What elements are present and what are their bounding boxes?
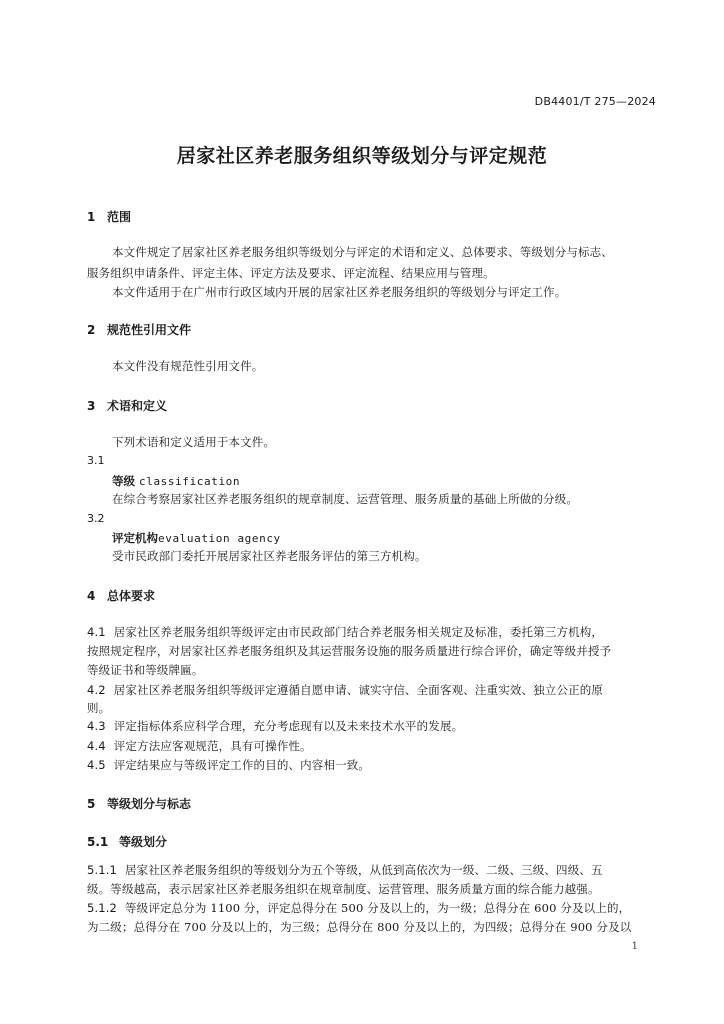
term-definition: 在综合考察居家社区养老服务组织的规章制度、运营管理、服务质量的基础上所做的分级。 [112, 492, 578, 506]
section-title: 术语和定义 [107, 399, 168, 413]
term-chinese: 等级 [112, 474, 135, 488]
clause-line: 按照规定程序，对居家社区养老服务组织及其运营服务设施的服务质量进行综合评价，确定等级并授予 [87, 644, 612, 658]
clause-line: 为二级；总得分在 700 分及以上的，为三级；总得分在 800 分及以上的，为四级；总得分在 900 分及以 [87, 920, 632, 934]
clause-line: 则。 [87, 701, 111, 715]
clause-number: 5.1.1 [87, 863, 118, 877]
term-english: classification [139, 475, 241, 488]
document-title: 居家社区养老服务组织等级划分与评定规范 [176, 145, 548, 167]
clause-text: 居家社区养老服务组织等级评定由市民政部门结合养老服务相关规定及标准，委托第三方机构， [113, 625, 604, 639]
clause-line [87, 624, 603, 640]
clause-line [87, 738, 312, 754]
paragraph-line: 服务组织申请条件、评定主体、评定方法及要求、评定流程、结果应用与管理。 [87, 266, 495, 280]
paragraph-line: 本文件规定了居家社区养老服务组织等级划分与评定的术语和定义、总体要求、等级划分与标志、 [112, 245, 613, 259]
term-entry [112, 530, 281, 546]
section-title: 总体要求 [107, 589, 156, 603]
term-english: evaluation agency [158, 532, 281, 545]
term-number: 3.1 [87, 454, 105, 467]
section-1-heading [87, 208, 131, 225]
clause-line: 级。等级越高，表示居家社区养老服务组织在规章制度、运营管理、服务质量方面的综合能力越强。 [87, 882, 600, 896]
subsection-heading [87, 833, 167, 850]
term-number: 3.2 [87, 512, 105, 525]
clause-line [87, 862, 603, 878]
section-number: 3 [87, 399, 96, 413]
clause-text: 评定指标体系应科学合理，充分考虑现有以及未来技术水平的发展。 [113, 719, 464, 733]
term-entry [112, 473, 240, 489]
section-4-heading [87, 587, 155, 604]
clause-number: 4.3 [87, 719, 106, 733]
section-3-heading [87, 397, 167, 414]
clause-line: 等级证书和等级牌匾。 [87, 663, 204, 677]
clause-line [87, 718, 463, 734]
clause-line [87, 757, 370, 773]
paragraph: 下列术语和定义适用于本文件。 [112, 435, 276, 449]
clause-number: 4.5 [87, 758, 106, 772]
clause-text: 评定结果应与等级评定工作的目的、内容相一致。 [113, 758, 371, 772]
clause-text: 居家社区养老服务组织等级评定遵循自愿申请、诚实守信、全面客观、注重实效、独立公正的原 [113, 683, 604, 697]
subsection-title: 等级划分 [119, 835, 168, 849]
section-number: 2 [87, 323, 96, 337]
paragraph: 本文件没有规范性引用文件。 [112, 359, 264, 373]
clause-text: 评定方法应客观规范，具有可操作性。 [113, 739, 312, 753]
clause-text: 居家社区养老服务组织的等级划分为五个等级，从低到高依次为一级、二级、三级、四级、五 [125, 863, 603, 877]
section-title: 规范性引用文件 [107, 323, 192, 337]
document-code: DB4401/T 275—2024 [534, 95, 656, 108]
clause-number: 4.2 [87, 683, 106, 697]
clause-number: 4.1 [87, 625, 106, 639]
clause-number: 4.4 [87, 739, 106, 753]
page-number: 1 [631, 941, 638, 952]
term-chinese: 评定机构 [112, 531, 158, 545]
clause-line [87, 900, 630, 916]
section-number: 4 [87, 589, 96, 603]
clause-number: 5.1.2 [87, 901, 118, 915]
section-number: 5 [87, 797, 96, 811]
section-title: 范围 [107, 210, 132, 224]
section-number: 1 [87, 210, 96, 224]
section-5-heading [87, 795, 191, 812]
subsection-number: 5.1 [87, 835, 109, 849]
term-definition: 受市民政部门委托开展居家社区养老服务评估的第三方机构。 [112, 549, 427, 563]
clause-line [87, 682, 603, 698]
section-2-heading [87, 321, 191, 338]
clause-text: 等级评定总分为 1100 分，评定总得分在 500 分及以上的，为一级；总得分在 600 分及以上的， [125, 901, 631, 915]
section-title: 等级划分与标志 [107, 797, 192, 811]
paragraph: 本文件适用于在广州市行政区域内开展的居家社区养老服务组织的等级划分与评定工作。 [112, 285, 567, 299]
